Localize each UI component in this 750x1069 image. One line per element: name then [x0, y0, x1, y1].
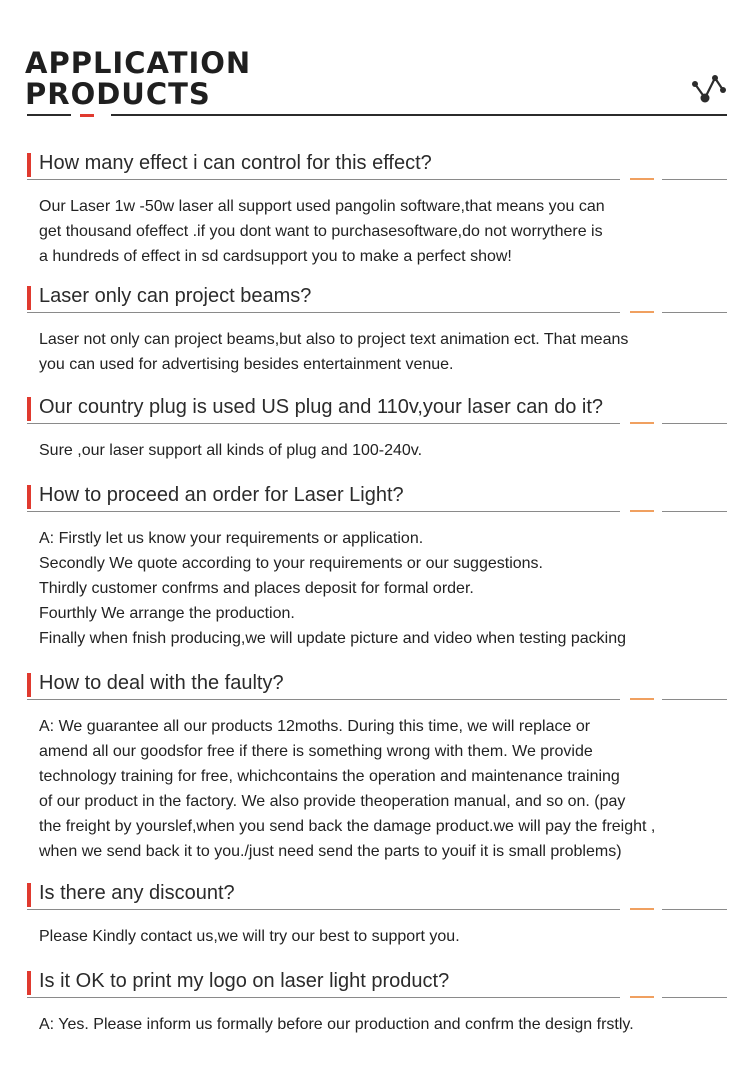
faq-answer [39, 438, 727, 463]
answer-line: when we send back it to you./just need send the parts to youif it is small problems) [39, 843, 622, 860]
faq-item [27, 965, 727, 1037]
question-marker [27, 883, 31, 907]
faq-question-row [27, 877, 727, 911]
question-divider-accent [630, 908, 654, 910]
question-divider-end [662, 423, 727, 424]
question-divider-accent [630, 510, 654, 512]
answer-line: Sure ,our laser support all kinds of plug and 100-240v. [39, 442, 423, 459]
faq-question: Is it OK to print my logo on laser light product? [39, 970, 450, 992]
answer-line: get thousand ofeffect .if you dont want to purchasesoftware,do not worrythere is [39, 223, 603, 240]
answer-line: Thirdly customer confrms and places deposit for formal order. [39, 580, 474, 597]
question-divider-end [662, 699, 727, 700]
faq-item [27, 877, 727, 949]
faq-question-row [27, 479, 727, 513]
header-accent-mark [80, 114, 94, 117]
question-divider-end [662, 511, 727, 512]
page-title-line-2: PRODUCTS [25, 77, 211, 111]
answer-line: Finally when fnish producing,we will update picture and video when testing packing [39, 630, 627, 647]
question-divider [27, 312, 620, 313]
question-divider-accent [630, 996, 654, 998]
faq-question-row [27, 147, 727, 181]
faq-answer [39, 924, 727, 949]
faq-item [27, 479, 727, 651]
answer-line: Fourthly We arrange the production. [39, 605, 295, 622]
faq-question-row [27, 965, 727, 999]
faq-answer [39, 1012, 727, 1037]
question-marker [27, 971, 31, 995]
faq-question: Laser only can project beams? [39, 285, 312, 307]
answer-line: A: Yes. Please inform us formally before our production and confrm the design frstly. [39, 1016, 634, 1033]
question-divider [27, 423, 620, 424]
answer-line: amend all our goodsfor free if there is something wrong with them. We provide [39, 743, 593, 760]
answer-line: Please Kindly contact us,we will try our best to support you. [39, 928, 460, 945]
answer-line: Secondly We quote according to your requirements or our suggestions. [39, 555, 543, 572]
question-divider [27, 909, 620, 910]
faq-question-row [27, 391, 727, 425]
question-divider-end [662, 312, 727, 313]
question-divider-end [662, 909, 727, 910]
question-divider-accent [630, 422, 654, 424]
question-divider [27, 179, 620, 180]
question-divider [27, 997, 620, 998]
chart-line-icon [691, 72, 727, 104]
question-divider-accent [630, 178, 654, 180]
faq-item [27, 147, 727, 269]
faq-answer [39, 194, 727, 269]
question-marker [27, 153, 31, 177]
question-marker [27, 397, 31, 421]
question-divider-accent [630, 698, 654, 700]
faq-question: How to deal with the faulty? [39, 672, 284, 694]
faq-item [27, 280, 727, 377]
header-divider [27, 114, 727, 116]
page-title [25, 48, 727, 110]
faq-answer [39, 327, 727, 377]
faq-question: How many effect i can control for this effect? [39, 152, 432, 174]
answer-line: Laser not only can project beams,but also to project text animation ect. That means [39, 331, 629, 348]
answer-line: technology training for free, whichcontains the operation and maintenance training [39, 768, 620, 785]
faq-question: How to proceed an order for Laser Light? [39, 484, 404, 506]
question-marker [27, 673, 31, 697]
faq-question-row [27, 667, 727, 701]
page-title-line-1: APPLICATION [25, 46, 252, 80]
question-divider-end [662, 997, 727, 998]
answer-line: A: Firstly let us know your requirements or application. [39, 530, 424, 547]
question-marker [27, 485, 31, 509]
faq-question-row [27, 280, 727, 314]
question-marker [27, 286, 31, 310]
faq-question: Is there any discount? [39, 882, 235, 904]
question-divider-accent [630, 311, 654, 313]
faq-item [27, 391, 727, 463]
answer-line: you can used for advertising besides entertainment venue. [39, 356, 454, 373]
faq-question: Our country plug is used US plug and 110v,your laser can do it? [39, 396, 604, 418]
question-divider [27, 511, 620, 512]
page-header [25, 48, 727, 120]
faq-answer [39, 526, 727, 651]
faq-answer [39, 714, 727, 864]
answer-line: A: We guarantee all our products 12moths. During this time, we will replace or [39, 718, 591, 735]
answer-line: a hundreds of effect in sd cardsupport you to make a perfect show! [39, 248, 512, 265]
answer-line: Our Laser 1w -50w laser all support used pangolin software,that means you can [39, 198, 605, 215]
answer-line: of our product in the factory. We also provide theoperation manual, and so on. (pay [39, 793, 626, 810]
answer-line: the freight by yourslef,when you send back the damage product.we will pay the freight , [39, 818, 656, 835]
faq-item [27, 667, 727, 864]
question-divider [27, 699, 620, 700]
question-divider-end [662, 179, 727, 180]
